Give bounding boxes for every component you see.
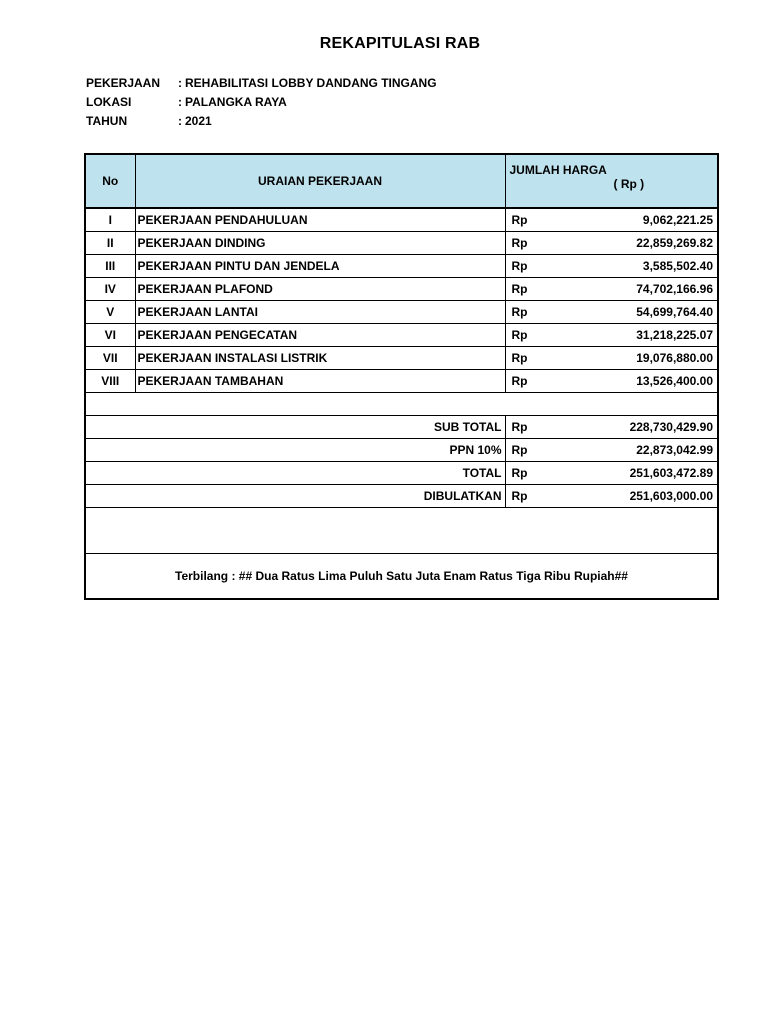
table-row <box>85 324 718 347</box>
table-row <box>85 370 718 393</box>
table-row <box>85 301 718 324</box>
spacer-cell <box>85 393 718 416</box>
document-title: REKAPITULASI RAB <box>319 35 481 52</box>
info-value: REHABILITASI LOBBY DANDANG TINGANG <box>185 76 437 90</box>
row-currency: Rp <box>505 278 545 301</box>
info-row-pekerjaan <box>86 74 437 93</box>
summary-row <box>85 462 718 485</box>
row-uraian: PEKERJAAN LANTAI <box>135 301 505 324</box>
row-amount: 31,218,225.07 <box>545 324 718 347</box>
info-label: TAHUN <box>86 114 128 128</box>
summary-label: DIBULATKAN <box>85 485 505 508</box>
summary-row <box>85 485 718 508</box>
info-separator: : <box>178 76 182 90</box>
row-uraian: PEKERJAAN DINDING <box>135 232 505 255</box>
row-no: IV <box>85 278 135 301</box>
project-info <box>86 74 437 131</box>
header-jumlah-harga <box>505 154 718 208</box>
row-currency: Rp <box>505 324 545 347</box>
info-value: PALANGKA RAYA <box>185 95 287 109</box>
terbilang-text: Terbilang : ## Dua Ratus Lima Puluh Satu Juta Enam Ratus Tiga Ribu Rupiah## <box>85 554 718 600</box>
table-row <box>85 278 718 301</box>
row-amount: 3,585,502.40 <box>545 255 718 278</box>
summary-currency: Rp <box>505 462 545 485</box>
header-uraian: URAIAN PEKERJAAN <box>135 154 505 208</box>
row-no: VI <box>85 324 135 347</box>
row-no: I <box>85 208 135 232</box>
table-header-row <box>85 154 718 208</box>
row-amount: 74,702,166.96 <box>545 278 718 301</box>
row-no: VIII <box>85 370 135 393</box>
rab-table <box>84 153 719 600</box>
row-uraian: PEKERJAAN INSTALASI LISTRIK <box>135 347 505 370</box>
summary-currency: Rp <box>505 416 545 439</box>
row-no: VII <box>85 347 135 370</box>
header-jumlah-line2: ( Rp ) <box>613 177 645 191</box>
summary-label: SUB TOTAL <box>85 416 505 439</box>
row-currency: Rp <box>505 232 545 255</box>
table-row <box>85 232 718 255</box>
row-uraian: PEKERJAAN PENDAHULUAN <box>135 208 505 232</box>
summary-currency: Rp <box>505 439 545 462</box>
info-value: 2021 <box>185 114 212 128</box>
summary-currency: Rp <box>505 485 545 508</box>
summary-amount: 228,730,429.90 <box>545 416 718 439</box>
info-row-lokasi <box>86 93 437 112</box>
row-amount: 19,076,880.00 <box>545 347 718 370</box>
summary-label: TOTAL <box>85 462 505 485</box>
row-no: III <box>85 255 135 278</box>
table-row <box>85 347 718 370</box>
empty-cell <box>85 508 718 554</box>
row-no: V <box>85 301 135 324</box>
info-label: LOKASI <box>86 95 132 109</box>
summary-amount: 22,873,042.99 <box>545 439 718 462</box>
summary-row <box>85 416 718 439</box>
info-label: PEKERJAAN <box>86 76 161 90</box>
row-uraian: PEKERJAAN TAMBAHAN <box>135 370 505 393</box>
row-currency: Rp <box>505 255 545 278</box>
table-row <box>85 255 718 278</box>
header-no: No <box>85 154 135 208</box>
row-uraian: PEKERJAAN PLAFOND <box>135 278 505 301</box>
empty-row <box>85 508 718 554</box>
row-uraian: PEKERJAAN PENGECATAN <box>135 324 505 347</box>
info-separator: : <box>178 95 182 109</box>
row-amount: 22,859,269.82 <box>545 232 718 255</box>
row-amount: 9,062,221.25 <box>545 208 718 232</box>
row-currency: Rp <box>505 370 545 393</box>
info-row-tahun <box>86 112 437 131</box>
row-currency: Rp <box>505 347 545 370</box>
table-row <box>85 208 718 232</box>
header-jumlah-line1: JUMLAH HARGA <box>509 163 607 177</box>
summary-amount: 251,603,000.00 <box>545 485 718 508</box>
row-currency: Rp <box>505 208 545 232</box>
summary-label: PPN 10% <box>85 439 505 462</box>
row-uraian: PEKERJAAN PINTU DAN JENDELA <box>135 255 505 278</box>
info-separator: : <box>178 114 182 128</box>
row-no: II <box>85 232 135 255</box>
spacer-row <box>85 393 718 416</box>
terbilang-row <box>85 554 718 600</box>
summary-amount: 251,603,472.89 <box>545 462 718 485</box>
row-currency: Rp <box>505 301 545 324</box>
row-amount: 13,526,400.00 <box>545 370 718 393</box>
row-amount: 54,699,764.40 <box>545 301 718 324</box>
summary-row <box>85 439 718 462</box>
